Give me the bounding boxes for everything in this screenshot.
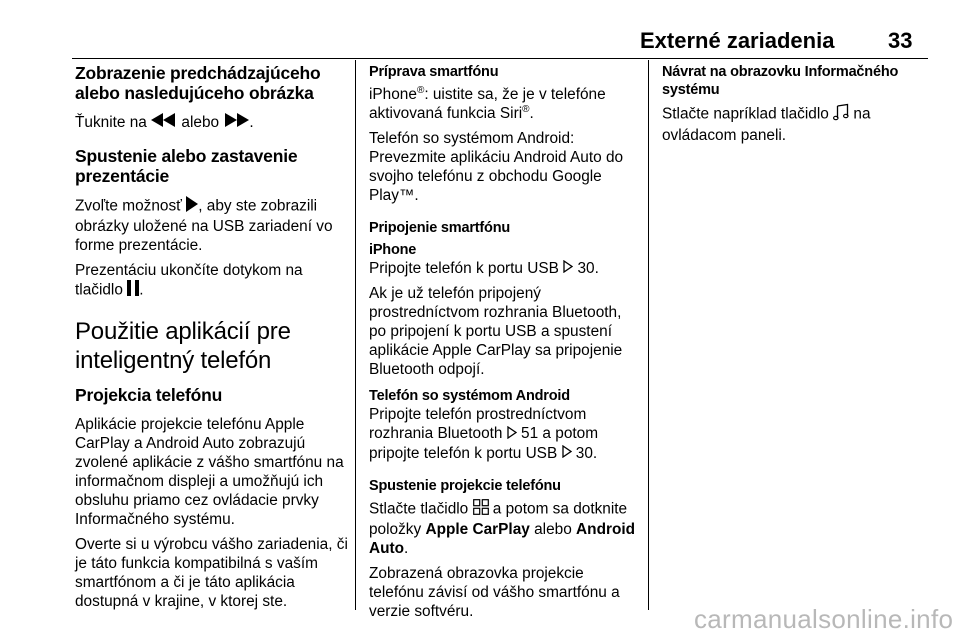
fast-forward-icon xyxy=(223,113,249,132)
text: 51 a potom pripojte telefón k portu USB xyxy=(369,425,599,462)
page-header-title: Externé zariadenia xyxy=(640,28,835,53)
column-divider-2 xyxy=(648,60,649,610)
paragraph-check-manufacturer: Overte si u výrobcu vášho zariadenia, či je táto funkcia kompatibilná s vaším smartfónom a či je táto aplikácia dostupná v krajine, v ktorej ste. xyxy=(75,536,348,611)
text: Ťuknite na xyxy=(75,114,152,131)
column-divider-1 xyxy=(355,60,356,610)
reference-arrow-icon xyxy=(507,425,517,444)
grid-icon xyxy=(473,499,489,520)
rewind-icon xyxy=(151,113,177,132)
text: . xyxy=(249,114,254,131)
text: , aby ste zobrazili obrázky uložené na USB zariadení vo forme prezentácie. xyxy=(75,198,333,255)
reference-arrow-icon xyxy=(562,444,572,463)
heading-iphone: iPhone xyxy=(369,242,417,258)
android-auto-label: Android Auto xyxy=(369,521,636,558)
text: Stlačte napríklad tlačidlo xyxy=(662,105,834,123)
text: alebo xyxy=(529,521,577,539)
heading-start-projection: Spustenie projekcie telefónu xyxy=(369,478,561,495)
text: 30. xyxy=(573,260,599,277)
text: Zvoľte možnosť xyxy=(75,198,187,215)
paragraph-android-connect xyxy=(369,405,639,463)
heading-phone-projection: Projekcia telefónu xyxy=(75,385,223,406)
paragraph-slideshow-start xyxy=(75,196,350,255)
play-icon xyxy=(186,196,198,217)
text: alebo xyxy=(177,114,224,131)
registered-mark: ® xyxy=(522,103,530,115)
reference-arrow-icon xyxy=(563,259,573,278)
text: a potom sa dotknite položky xyxy=(369,500,628,539)
paragraph-bluetooth-disconnect: Ak je už telefón pripojený prostredníctvom rozhrania Bluetooth, po pripojení k portu USB a spustení aplikácie Apple CarPlay sa pripojenie Bluetooth odpojí. xyxy=(369,285,623,379)
heading-previous-next-image: Zobrazenie predchádzajúceho alebo nasledujúceho obrázka xyxy=(75,63,321,103)
column-1 xyxy=(75,63,350,611)
column-3 xyxy=(662,63,928,145)
text: : uistite sa, že je v telefóne aktivovaná funkcia Siri xyxy=(369,86,606,122)
text: Stlačte tlačidlo xyxy=(369,500,473,518)
paragraph-press-button xyxy=(662,103,928,145)
paragraph-start-projection xyxy=(369,499,639,558)
apple-carplay-label: Apple CarPlay xyxy=(425,521,530,539)
registered-mark: ® xyxy=(416,84,425,96)
text: . xyxy=(529,105,534,122)
pause-icon xyxy=(127,280,139,301)
header-rule xyxy=(72,58,928,59)
text: 30. xyxy=(571,444,598,462)
text: na ovládacom paneli. xyxy=(662,105,871,144)
paragraph-projection-screen: Zobrazená obrazovka projekcie telefónu závisí od vášho smartfónu a verzie softvéru. xyxy=(369,565,620,621)
column-2 xyxy=(369,63,639,621)
page-number: 33 xyxy=(888,28,913,53)
heading-return-to-system: Návrat na obrazovku Informačného systému xyxy=(662,64,899,98)
heading-smartphone-apps: Použitie aplikácií pre inteligentný telefón xyxy=(75,318,291,375)
text: Pripojte telefón k portu USB xyxy=(369,260,564,277)
paragraph-iphone-siri xyxy=(369,85,639,123)
paragraph-android-auto: Telefón so systémom Android: Prevezmite aplikáciu Android Auto do svojho telefónu z obchodu Google Play™. xyxy=(369,130,624,204)
paragraph-projection-apps: Aplikácie projekcie telefónu Apple CarPlay a Android Auto zobrazujú zvolené aplikácie z vášho smartfónu na informačnom displeji a umožňujú ich obsluhu priamo cez ovládacie prvky Informačného systému. xyxy=(75,416,344,529)
paragraph-iphone-usb xyxy=(369,259,639,278)
text: . xyxy=(404,540,409,558)
heading-slideshow: Spustenie alebo zastavenie prezentácie xyxy=(75,146,298,187)
text: . xyxy=(139,282,144,299)
text: Prezentáciu ukončíte dotykom na tlačidlo xyxy=(75,262,303,299)
text: iPhone xyxy=(369,86,417,103)
paragraph-tap-prev-next xyxy=(75,113,350,132)
heading-connect-smartphone: Pripojenie smartfónu xyxy=(369,220,511,236)
watermark: carmanualsonline.info xyxy=(694,604,954,634)
music-note-icon xyxy=(833,103,849,126)
paragraph-slideshow-stop xyxy=(75,261,350,301)
heading-prepare-smartphone: Príprava smartfónu xyxy=(369,64,499,80)
text: Pripojte telefón prostredníctvom rozhrania Bluetooth xyxy=(369,406,587,443)
heading-android-phone: Telefón so systémom Android xyxy=(369,388,570,405)
